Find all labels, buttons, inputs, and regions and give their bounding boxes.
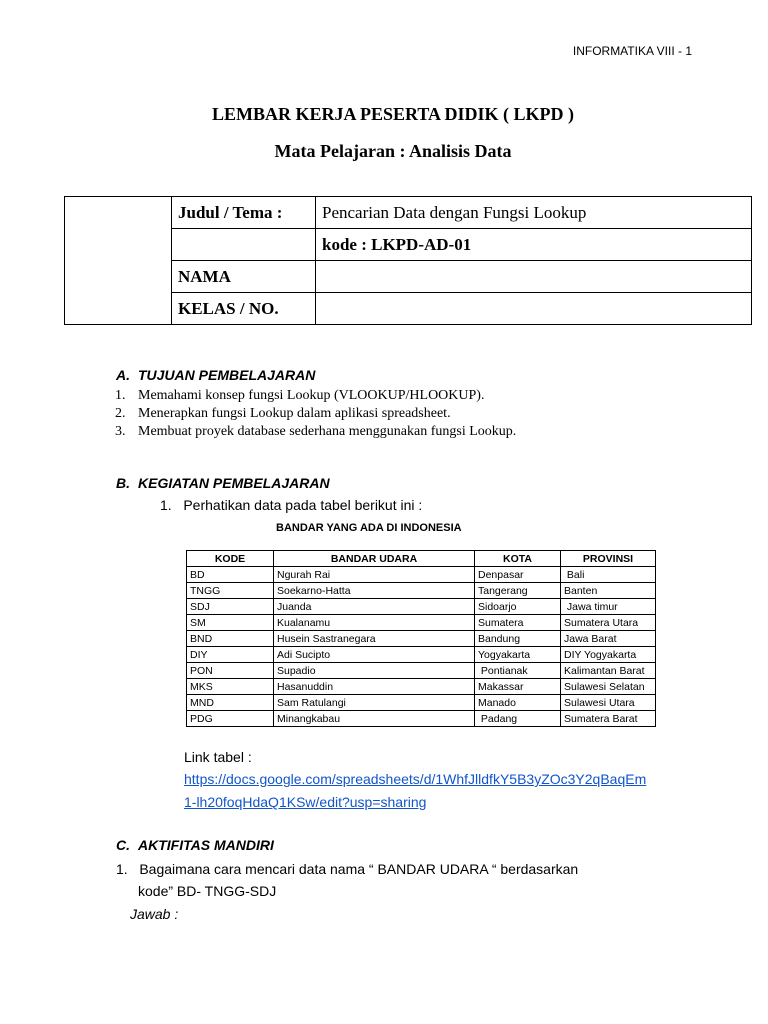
list-number: 1.	[115, 388, 126, 403]
subject-title: Mata Pelajaran : Analisis Data	[274, 141, 512, 161]
table-row	[187, 711, 656, 727]
cell-kode: MND	[187, 695, 274, 711]
section-a-title: TUJUAN PEMBELAJARAN	[138, 367, 316, 383]
table-header-row	[187, 551, 656, 567]
spreadsheet-link-line-1[interactable]: https://docs.google.com/spreadsheets/d/1WhfJlldfkY5B3yZOc3Y2qBaqEm	[184, 771, 647, 787]
cell-bandar: Kualanamu	[274, 615, 475, 631]
document-title: LEMBAR KERJA PESERTA DIDIK ( LKPD )	[211, 104, 575, 124]
question-1-line-2: kode” BD- TNGG-SDJ	[138, 883, 277, 899]
cell-kode: PDG	[187, 711, 274, 727]
spreadsheet-image	[184, 518, 658, 731]
section-b-heading	[116, 475, 330, 491]
table-row	[187, 567, 656, 583]
judul-label: Judul / Tema :	[172, 197, 316, 229]
logo-cell	[65, 197, 172, 325]
cell-kota: Sidoarjo	[475, 599, 561, 615]
cell-bandar: Minangkabau	[274, 711, 475, 727]
section-c-letter: C.	[116, 837, 130, 853]
cell-bandar: Hasanuddin	[274, 679, 475, 695]
cell-provinsi: Sumatera Barat	[561, 711, 656, 727]
cell-bandar: Supadio	[274, 663, 475, 679]
empty-label-cell	[172, 229, 316, 261]
question-1-line-1: 1. Bagaimana cara mencari data nama “ BANDAR UDARA “ berdasarkan	[116, 861, 579, 877]
list-item	[115, 405, 516, 423]
cell-provinsi: Jawa Barat	[561, 631, 656, 647]
kelas-field[interactable]	[316, 293, 752, 325]
airport-table	[186, 550, 656, 727]
cell-kota: Sumatera	[475, 615, 561, 631]
list-item	[115, 423, 516, 441]
judul-value: Pencarian Data dengan Fungsi Lookup	[316, 197, 752, 229]
cell-bandar: Soekarno-Hatta	[274, 583, 475, 599]
list-text: Menerapkan fungsi Lookup dalam aplikasi spreadsheet.	[138, 406, 451, 421]
cell-provinsi: Sulawesi Utara	[561, 695, 656, 711]
cell-kode: SM	[187, 615, 274, 631]
col-kota: KOTA	[475, 551, 561, 567]
cell-kota: Bandung	[475, 631, 561, 647]
nama-label: NAMA	[172, 261, 316, 293]
cell-provinsi: Banten	[561, 583, 656, 599]
spreadsheet-link-line-2[interactable]: 1-lh20foqHdaQ1KSw/edit?usp=sharing	[184, 794, 427, 810]
cell-provinsi: Jawa timur	[561, 599, 656, 615]
cell-kode: TNGG	[187, 583, 274, 599]
cell-provinsi: Sulawesi Selatan	[561, 679, 656, 695]
cell-kode: PON	[187, 663, 274, 679]
cell-kode: SDJ	[187, 599, 274, 615]
list-text: Memahami konsep fungsi Lookup (VLOOKUP/HLOOKUP).	[138, 388, 485, 403]
cell-provinsi: DIY Yogyakarta	[561, 647, 656, 663]
cell-kota: Padang	[475, 711, 561, 727]
cell-kota: Tangerang	[475, 583, 561, 599]
col-provinsi: PROVINSI	[561, 551, 656, 567]
col-bandar: BANDAR UDARA	[274, 551, 475, 567]
cell-kode: BND	[187, 631, 274, 647]
nama-field[interactable]	[316, 261, 752, 293]
cell-bandar: Husein Sastranegara	[274, 631, 475, 647]
section-b-title: KEGIATAN PEMBELAJARAN	[138, 475, 330, 491]
section-a-letter: A.	[116, 367, 130, 383]
table-row	[187, 615, 656, 631]
table-row	[187, 599, 656, 615]
cell-bandar: Sam Ratulangi	[274, 695, 475, 711]
cell-provinsi: Bali	[561, 567, 656, 583]
cell-kode: BD	[187, 567, 274, 583]
kelas-label: KELAS / NO.	[172, 293, 316, 325]
document-code: INFORMATIKA VIII - 1	[572, 44, 692, 58]
cell-bandar: Juanda	[274, 599, 475, 615]
cell-kota: Denpasar	[475, 567, 561, 583]
cell-provinsi: Kalimantan Barat	[561, 663, 656, 679]
list-number: 3.	[115, 424, 126, 439]
objectives-list	[115, 387, 516, 441]
cell-kota: Pontianak	[475, 663, 561, 679]
list-text: Membuat proyek database sederhana menggunakan fungsi Lookup.	[138, 424, 517, 439]
cell-kode: MKS	[187, 679, 274, 695]
section-b-letter: B.	[116, 475, 130, 491]
section-a-heading	[116, 367, 315, 383]
list-item	[115, 387, 516, 405]
cell-kota: Manado	[475, 695, 561, 711]
cell-kota: Makassar	[475, 679, 561, 695]
step-1-text: 1. Perhatikan data pada tabel berikut ini :	[160, 497, 423, 513]
info-table	[64, 196, 752, 325]
section-c-heading	[116, 837, 274, 853]
cell-bandar: Ngurah Rai	[274, 567, 475, 583]
jawab-label: Jawab :	[130, 906, 179, 922]
col-kode: KODE	[187, 551, 274, 567]
table-row	[187, 583, 656, 599]
cell-kota: Yogyakarta	[475, 647, 561, 663]
cell-kode: DIY	[187, 647, 274, 663]
link-label: Link tabel :	[184, 749, 252, 765]
list-number: 2.	[115, 406, 126, 421]
table-row	[187, 663, 656, 679]
cell-provinsi: Sumatera Utara	[561, 615, 656, 631]
table-row	[187, 679, 656, 695]
section-c-title: AKTIFITAS MANDIRI	[138, 837, 274, 853]
sheet-title: BANDAR YANG ADA DI INDONESIA	[276, 522, 462, 534]
table-row	[187, 631, 656, 647]
kode-value: kode : LKPD-AD-01	[316, 229, 752, 261]
table-row	[187, 695, 656, 711]
cell-bandar: Adi Sucipto	[274, 647, 475, 663]
table-row	[187, 647, 656, 663]
